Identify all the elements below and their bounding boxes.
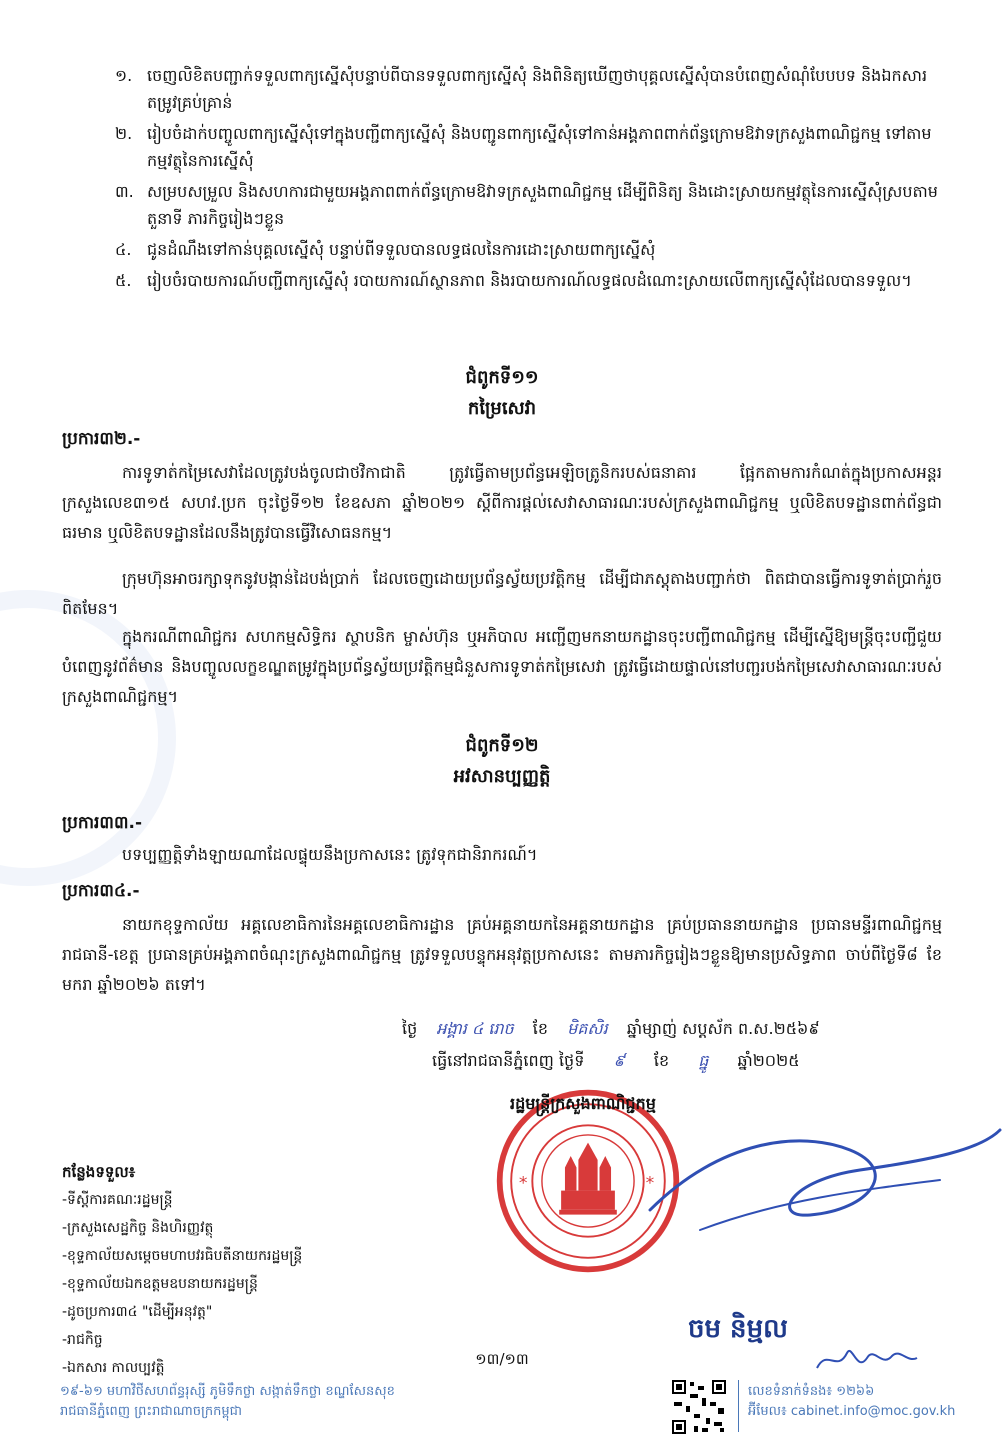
article-34-paragraph: នាយកខុទ្ទកាល័យ អគ្គលេខាធិការនៃអគ្គលេខាធិការដ្ឋាន គ្រប់អគ្គនាយកនៃអគ្គនាយកដ្ឋាន គ្រប់ប្រធាននាយកដ្ឋាន ប្រធានមន្ទីរពាណិជ្ជកម្មរាជធានី-ខេត្ត ប្រធានគ្រប់អង្គភាពចំណុះក្រសួងពាណិជ្ជកម្ម ត្រូវទទួលបន្ទុកអនុវត្តប្រកាសនេះ តាមភារកិច្ចរៀងៗខ្លួនឱ្យមានប្រសិទ្ធភាព ចាប់ពីថ្ងៃទី៨ ខែមករា ឆ្នាំ២០២៦ តទៅ។ xyxy=(62,915,942,994)
chapter-11-title: ជំពូកទី១១ xyxy=(465,367,539,388)
chapter-12-subtitle: អវសានប្បញ្ញត្តិ xyxy=(453,766,551,787)
list-text: ចេញលិខិតបញ្ជាក់ទទួលពាក្យស្នើសុំបន្ទាប់ពីបានទទួលពាក្យស្នើសុំ និងពិនិត្យឃើញថាបុគ្គលស្នើសុំបានបំពេញសំណុំបែបបទ និងឯកសារតម្រូវគ្រប់គ្រាន់ xyxy=(147,66,928,112)
article-32-paragraph-2: ក្រុមហ៊ុនអាចរក្សាទុកនូវបង្កាន់ដៃបង់ប្រាក់ ដែលចេញដោយប្រព័ន្ធស្វ័យប្រវត្តិកម្ម ដើម្បីជាភស្តុតាងបញ្ជាក់ថា ពិតជាបានធ្វើការទូទាត់ប្រាក់រួចពិតមែន។ xyxy=(62,569,942,618)
handwritten-signature xyxy=(640,1120,1004,1260)
footer-address-line-2: រាជធានីភ្នំពេញ ព្រះរាជាណាចក្រកម្ពុជា xyxy=(60,1404,242,1419)
footer-phone: លេខទំនាក់ទំនង៖ ១២៦៦ xyxy=(748,1384,875,1399)
solar-month-handwritten: ធ្នូ xyxy=(698,1051,709,1070)
article-32-paragraph-1: ការទូទាត់កម្រៃសេវាដែលត្រូវបង់ចូលជាថវិកាជាតិ ត្រូវធ្វើតាមប្រព័ន្ធអេឡិចត្រូនិករបស់ធនាគារ ផ្អែកតាមការកំណត់ក្នុងប្រកាសអន្តរក្រសួងលេខ៣១៥ សហវ.ប្រក ចុះថ្ងៃទី១២ ខែឧសភា ឆ្នាំ២០២១ ស្តីពីការផ្តល់សេវាសាធារណៈរបស់ក្រសួងពាណិជ្ជកម្ម ឬលិខិតបទដ្ឋានពាក់ព័ន្ធជាធរមាន ឬលិខិតបទដ្ឋានដែលនឹងត្រូវបានធ្វើវិសោធនកម្ម។ xyxy=(62,463,942,542)
footer-address-line-1: ១៩-៦១ មហាវិថីសហព័ន្ធរុស្សី ភូមិទឹកថ្លា សង្កាត់ទឹកថ្លា ខណ្ឌសែនសុខ xyxy=(60,1384,395,1399)
recipients-title: កន្លែងទទួល៖ xyxy=(62,1163,136,1181)
list-item xyxy=(115,62,945,116)
chapter-11-subtitle: កម្រៃសេវា xyxy=(467,398,537,419)
recipient-item: -ទីស្តីការគណៈរដ្ឋមន្ត្រី xyxy=(62,1192,173,1208)
lunar-day-handwritten: អង្គារ ៤ រោច xyxy=(436,1019,514,1038)
article-32-title: ប្រការ៣២.- xyxy=(62,429,141,449)
list-number: ៤. xyxy=(115,240,132,259)
chapter-12-title: ជំពូកទី១២ xyxy=(465,735,539,756)
list-number: ២. xyxy=(115,124,133,143)
article-32-paragraph-3: ក្នុងករណីពាណិជ្ជករ សហកម្មសិទ្ធិករ ស្ថាបនិក ម្ចាស់ហ៊ុន ឬអភិបាល អញ្ជើញមកនាយកដ្ឋានចុះបញ្ជីពាណិជ្ជកម្ម ដើម្បីស្នើឱ្យមន្ត្រីចុះបញ្ជីជួយបំពេញនូវព័ត៌មាន និងបញ្ចូលលក្ខខណ្ឌតម្រូវក្នុងប្រព័ន្ធស្វ័យប្រវត្តិកម្មជំនួសការទូទាត់កម្រៃសេវា ត្រូវធ្វើដោយផ្ទាល់នៅបញ្ជរបង់កម្រៃសេវាសាធារណៈរបស់ក្រសួងពាណិជ្ជកម្ម។ xyxy=(62,627,942,706)
list-text: ជូនដំណឹងទៅកាន់បុគ្គលស្នើសុំ បន្ទាប់ពីទទួលបានលទ្ធផលនៃការដោះស្រាយពាក្យស្នើសុំ xyxy=(147,240,656,259)
recipient-item: -ក្រសួងសេដ្ឋកិច្ច និងហិរញ្ញវត្ថុ xyxy=(62,1220,214,1236)
recipient-item: -ខុទ្ទកាល័យសម្តេចមហាបវរធិបតីនាយករដ្ឋមន្ត្រី xyxy=(62,1248,303,1264)
svg-text:*: * xyxy=(645,1173,655,1194)
article-33-paragraph: បទប្បញ្ញត្តិទាំងឡាយណាដែលផ្ទុយនឹងប្រកាសនេះ ត្រូវទុកជានិរាករណ៍។ xyxy=(122,845,538,864)
article-34-title: ប្រការ៣៤.- xyxy=(62,881,140,901)
footer-divider xyxy=(738,1380,739,1432)
list-item xyxy=(115,236,945,263)
solar-day-handwritten: ៩ xyxy=(613,1051,625,1070)
svg-text:*: * xyxy=(518,1173,528,1194)
solar-date-line xyxy=(432,1050,800,1074)
solar-year-text: ឆ្នាំ២០២៥ xyxy=(737,1051,800,1070)
page-number: ១៣/១៣ xyxy=(475,1350,529,1368)
list-text: រៀបចំដាក់បញ្ចូលពាក្យស្នើសុំទៅក្នុងបញ្ជីពាក្យស្នើសុំ និងបញ្ជូនពាក្យស្នើសុំទៅកាន់អង្គភាពពាក់ព័ន្ធក្រោមឱវាទក្រសួងពាណិជ្ជកម្ម ទៅតាមកម្មវត្ថុនៃការស្នើសុំ xyxy=(147,124,932,170)
signer-name: ចម និម្មល xyxy=(688,1314,788,1344)
recipient-item: -ខុទ្ទកាល័យឯកឧត្តមឧបនាយករដ្ឋមន្ត្រី xyxy=(62,1276,258,1292)
footer-contact xyxy=(748,1382,955,1422)
list-text: សម្របសម្រួល និងសហការជាមួយអង្គភាពពាក់ព័ន្ធក្រោមឱវាទក្រសួងពាណិជ្ជកម្ម ដើម្បីពិនិត្យ និងដោះស្រាយកម្មវត្ថុនៃការស្នើសុំស្របតាមតួនាទី ភារកិច្ចរៀងៗខ្លួន xyxy=(147,182,938,228)
footer-email[interactable]: អ៊ីមែល៖ cabinet.info@moc.gov.kh xyxy=(748,1404,956,1419)
solar-date-prefix: ធ្វើនៅរាជធានីភ្នំពេញ ថ្ងៃទី xyxy=(432,1051,585,1070)
qr-code-icon[interactable] xyxy=(670,1378,728,1436)
lunar-year-text: ឆ្នាំម្សាញ់ សប្តស័ក ព.ស.២៥៦៩ xyxy=(626,1019,820,1038)
solar-month-label: ខែ xyxy=(653,1051,670,1070)
recipients-list xyxy=(62,1158,302,1382)
lunar-month-handwritten: មិគសិរ xyxy=(567,1019,608,1038)
lunar-date-line xyxy=(402,1018,820,1042)
list-item xyxy=(115,178,945,232)
minister-title: រដ្ឋមន្ត្រីក្រសួងពាណិជ្ជកម្ម xyxy=(510,1094,656,1113)
list-item xyxy=(115,267,945,294)
list-number: ៣. xyxy=(115,182,134,201)
recipient-item: -រាជកិច្ច xyxy=(62,1332,103,1348)
list-number: ១. xyxy=(115,66,133,85)
footer-address xyxy=(60,1382,395,1422)
duties-list xyxy=(115,62,945,298)
lunar-month-label: ខែ xyxy=(532,1019,549,1038)
list-number: ៥. xyxy=(115,271,132,290)
recipient-item: -ដូចប្រការ៣៤ "ដើម្បីអនុវត្ត" xyxy=(62,1304,213,1320)
article-33-title: ប្រការ៣៣.- xyxy=(62,813,143,833)
list-item xyxy=(115,120,945,174)
list-text: រៀបចំរបាយការណ៍បញ្ជីពាក្យស្នើសុំ របាយការណ៍ស្ថានភាព និងរបាយការណ៍លទ្ធផលដំណោះស្រាយលើពាក្យស្នើសុំដែលបានទទួល។ xyxy=(147,271,912,290)
lunar-day-label: ថ្ងៃ xyxy=(402,1019,418,1038)
recipient-item: -ឯកសារ កាលប្បវត្តិ xyxy=(62,1360,165,1376)
